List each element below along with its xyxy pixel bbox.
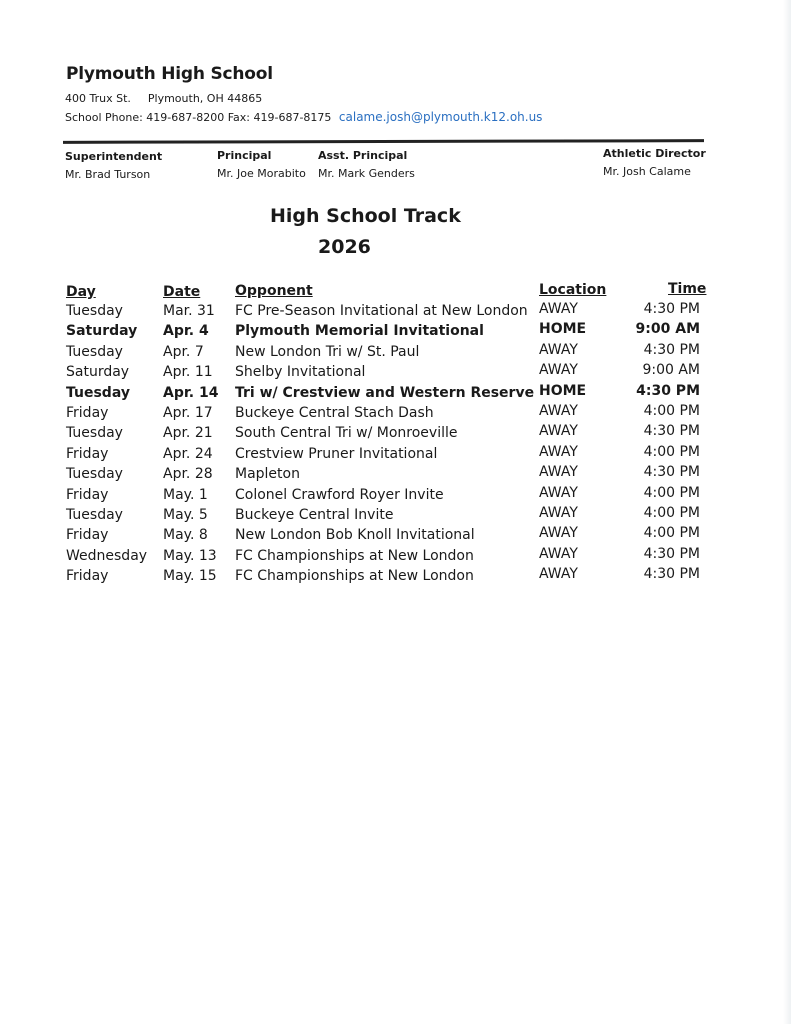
cell-location: AWAY bbox=[539, 423, 578, 440]
schedule-title: High School Track bbox=[270, 205, 461, 227]
cell-time: 4:30 PM bbox=[643, 464, 700, 481]
cell-day: Tuesday bbox=[66, 466, 123, 483]
cell-location: HOME bbox=[539, 382, 587, 399]
cell-time: 4:00 PM bbox=[643, 525, 700, 542]
cell-opponent: Colonel Crawford Royer Invite bbox=[235, 486, 444, 503]
schedule-row bbox=[0, 364, 791, 384]
schedule-row bbox=[0, 466, 791, 486]
cell-location: AWAY bbox=[539, 566, 578, 583]
cell-time: 9:00 AM bbox=[635, 321, 700, 338]
cell-time: 4:30 PM bbox=[643, 423, 700, 440]
address-line bbox=[65, 92, 262, 105]
column-header-opponent: Opponent bbox=[235, 283, 313, 299]
staff-name: Mr. Brad Turson bbox=[65, 168, 151, 181]
header-divider bbox=[63, 139, 704, 144]
cell-time: 4:30 PM bbox=[643, 545, 700, 562]
cell-location: AWAY bbox=[539, 545, 578, 562]
cell-day: Tuesday bbox=[66, 343, 123, 360]
cell-location: AWAY bbox=[539, 505, 578, 521]
schedule-row bbox=[0, 507, 791, 527]
cell-day: Tuesday bbox=[66, 303, 123, 319]
column-header-day: Day bbox=[66, 284, 96, 300]
cell-date: Apr. 7 bbox=[163, 343, 204, 360]
cell-date: May. 13 bbox=[163, 547, 217, 564]
cell-opponent: Mapleton bbox=[235, 466, 300, 483]
cell-day: Tuesday bbox=[66, 384, 130, 401]
cell-date: Apr. 21 bbox=[163, 425, 213, 442]
cell-opponent: Crestview Pruner Invitational bbox=[235, 445, 438, 462]
staff-asst-principal bbox=[318, 149, 415, 180]
staff-principal bbox=[217, 149, 306, 180]
schedule-row bbox=[0, 443, 791, 466]
cell-opponent: South Central Tri w/ Monroeville bbox=[235, 425, 458, 442]
staff-name: Mr. Joe Morabito bbox=[217, 167, 306, 180]
school-name: Plymouth High School bbox=[66, 64, 273, 84]
schedule-row bbox=[0, 568, 791, 588]
cell-location: AWAY bbox=[539, 525, 578, 542]
street-address: 400 Trux St. bbox=[65, 92, 131, 105]
cell-opponent: Buckeye Central Invite bbox=[235, 507, 394, 523]
cell-location: AWAY bbox=[539, 443, 578, 460]
cell-day: Tuesday bbox=[66, 507, 123, 523]
cell-location: AWAY bbox=[539, 484, 578, 501]
cell-date: Apr. 4 bbox=[163, 323, 209, 340]
city-state-zip: Plymouth, OH 44865 bbox=[147, 92, 263, 105]
cell-date: Mar. 31 bbox=[163, 303, 215, 319]
staff-name: Mr. Mark Genders bbox=[318, 167, 415, 180]
cell-opponent: Buckeye Central Stach Dash bbox=[235, 405, 434, 421]
cell-date: Apr. 11 bbox=[163, 364, 213, 381]
schedule-row bbox=[0, 425, 791, 445]
cell-time: 4:30 PM bbox=[643, 301, 700, 317]
schedule-row bbox=[0, 484, 791, 507]
cell-time: 4:30 PM bbox=[643, 341, 700, 358]
cell-opponent: Plymouth Memorial Invitational bbox=[235, 323, 484, 340]
cell-time: 4:00 PM bbox=[643, 505, 700, 521]
column-header-date: Date bbox=[163, 284, 201, 300]
cell-time: 4:00 PM bbox=[643, 403, 700, 419]
cell-location: AWAY bbox=[539, 403, 578, 419]
cell-date: Apr. 28 bbox=[163, 466, 213, 483]
cell-day: Friday bbox=[66, 527, 109, 544]
staff-name: Mr. Josh Calame bbox=[603, 165, 691, 178]
cell-time: 4:00 PM bbox=[643, 484, 700, 501]
staff-role: Superintendent bbox=[65, 150, 163, 163]
cell-location: AWAY bbox=[539, 301, 578, 317]
cell-date: May. 15 bbox=[163, 568, 217, 585]
cell-opponent: FC Championships at New London bbox=[235, 568, 474, 585]
cell-opponent: FC Championships at New London bbox=[235, 547, 474, 564]
cell-time: 9:00 AM bbox=[642, 362, 700, 379]
cell-location: AWAY bbox=[539, 464, 578, 481]
cell-opponent: New London Tri w/ St. Paul bbox=[235, 343, 420, 360]
schedule-row bbox=[0, 545, 791, 568]
cell-date: Apr. 17 bbox=[163, 405, 213, 421]
cell-day: Saturday bbox=[66, 323, 138, 340]
column-header-time: Time bbox=[668, 281, 707, 297]
cell-location: HOME bbox=[539, 321, 587, 338]
cell-day: Wednesday bbox=[66, 547, 148, 564]
staff-role: Principal bbox=[217, 149, 272, 162]
cell-location: AWAY bbox=[539, 362, 578, 379]
cell-time: 4:00 PM bbox=[643, 443, 700, 460]
email-link[interactable]: calame.josh@plymouth.k12.oh.us bbox=[338, 110, 543, 124]
column-header-location: Location bbox=[539, 282, 607, 298]
schedule-year: 2026 bbox=[318, 236, 371, 258]
schedule-row bbox=[0, 527, 791, 547]
schedule-row bbox=[0, 341, 791, 364]
schedule-row bbox=[0, 323, 791, 343]
cell-time: 4:30 PM bbox=[643, 566, 700, 583]
staff-athletic-director bbox=[603, 147, 706, 178]
cell-opponent: Shelby Invitational bbox=[235, 364, 366, 381]
contact-line bbox=[65, 110, 542, 124]
schedule-row bbox=[0, 405, 791, 425]
cell-time: 4:30 PM bbox=[636, 382, 700, 399]
staff-role: Asst. Principal bbox=[318, 149, 408, 162]
phone-fax: School Phone: 419-687-8200 Fax: 419-687-8175 bbox=[65, 111, 332, 124]
cell-day: Friday bbox=[66, 445, 109, 462]
staff-superintendent bbox=[65, 150, 162, 181]
cell-day: Saturday bbox=[66, 364, 130, 381]
cell-opponent: New London Bob Knoll Invitational bbox=[235, 527, 475, 544]
staff-role: Athletic Director bbox=[603, 147, 706, 160]
cell-date: Apr. 14 bbox=[163, 384, 219, 401]
cell-date: May. 8 bbox=[163, 527, 208, 544]
schedule-row bbox=[0, 382, 791, 405]
cell-day: Friday bbox=[66, 486, 109, 503]
cell-date: May. 1 bbox=[163, 486, 208, 503]
cell-day: Friday bbox=[66, 405, 109, 421]
cell-opponent: FC Pre-Season Invitational at New London bbox=[235, 303, 528, 319]
cell-day: Tuesday bbox=[66, 425, 123, 442]
cell-date: Apr. 24 bbox=[163, 445, 213, 462]
schedule-row bbox=[0, 303, 791, 323]
cell-day: Friday bbox=[66, 568, 109, 585]
cell-opponent: Tri w/ Crestview and Western Reserve bbox=[235, 384, 535, 401]
cell-date: May. 5 bbox=[163, 507, 208, 523]
cell-location: AWAY bbox=[539, 341, 578, 358]
